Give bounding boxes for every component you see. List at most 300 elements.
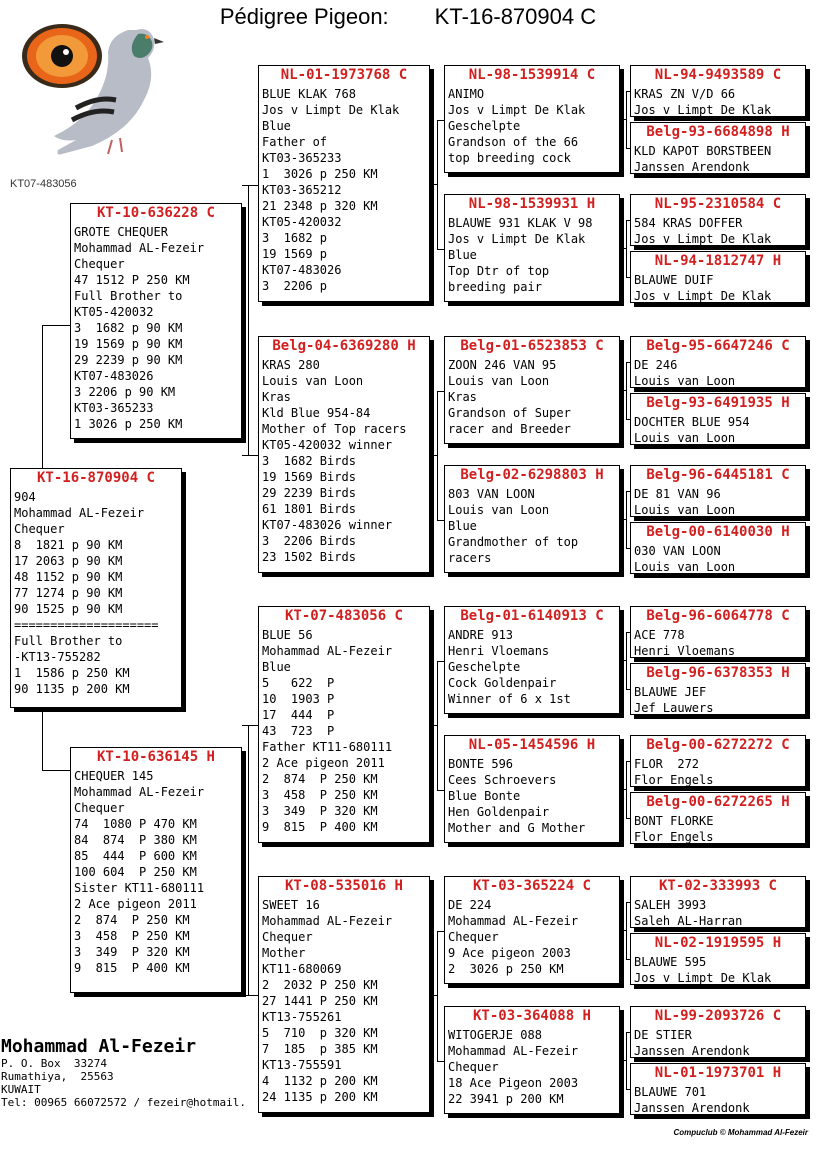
pigeon-details: [631, 272, 805, 303]
detail-line: 3 2206 p: [262, 279, 328, 293]
detail-line: ANIMO: [448, 87, 485, 101]
great-grandparent-box: [444, 735, 620, 843]
detail-line: Jos v Limpt De Klak: [634, 232, 772, 246]
detail-line: 29 2239 p 90 KM: [74, 353, 183, 367]
detail-line: 2 Ace pigeon 2011: [74, 897, 197, 911]
connector-line: [437, 931, 438, 1061]
great-great-grandparent-box: [630, 194, 806, 246]
detail-line: FLOR 272: [634, 757, 700, 771]
detail-line: 584 KRAS DOFFER: [634, 216, 743, 230]
great-great-grandparent-box: [630, 663, 806, 715]
detail-line: 61 1801 Birds: [262, 502, 356, 516]
ring-number: Belg-96-6445181 C: [646, 467, 790, 483]
title-label: Pédigree Pigeon:: [219, 4, 389, 29]
detail-line: Jef Lauwers: [634, 701, 714, 715]
detail-line: 23 1502 Birds: [262, 550, 356, 564]
detail-line: KRAS ZN V/D 66: [634, 87, 736, 101]
detail-line: DOCHTER BLUE 954: [634, 415, 750, 429]
detail-line: 1 3026 p 250 KM: [74, 417, 183, 431]
ring-number: Belg-01-6140913 C: [460, 608, 604, 624]
detail-line: 3 1682 p 90 KM: [74, 321, 183, 335]
detail-line: Louis van Loon: [448, 503, 550, 517]
connector-line: [626, 91, 627, 148]
pigeon-details: [445, 627, 619, 707]
detail-line: 77 1274 p 90 KM: [14, 586, 123, 600]
detail-line: 90 1525 p 90 KM: [14, 602, 123, 616]
detail-line: 19 1569 p 90 KM: [74, 337, 183, 351]
pigeon-details: [631, 954, 805, 985]
detail-line: KT07-483026 winner: [262, 518, 393, 532]
connector-line: [242, 995, 258, 996]
connector-line: [437, 1061, 444, 1062]
pigeon-details: [445, 86, 619, 166]
detail-line: 48 1152 p 90 KM: [14, 570, 123, 584]
detail-line: KT07-483026: [262, 263, 342, 277]
ring-number: Belg-00-6272265 H: [646, 794, 790, 810]
ring-number: Belg-00-6272272 C: [646, 737, 790, 753]
great-grandparent-box: [444, 876, 620, 984]
detail-line: Chequer: [448, 1060, 499, 1074]
grandparent-box: [258, 336, 430, 573]
grandparent-box: [258, 65, 430, 302]
pigeon-details: [631, 813, 805, 844]
detail-line: KRAS 280: [262, 358, 320, 372]
detail-line: 2 874 P 250 KM: [74, 913, 190, 927]
detail-line: Hen Goldenpair: [448, 805, 550, 819]
great-grandparent-box: [444, 1006, 620, 1114]
ring-number: Belg-93-6491935 H: [646, 395, 790, 411]
detail-line: 47 1512 P 250 KM: [74, 273, 190, 287]
detail-line: Louis van Loon: [448, 374, 550, 388]
pigeon-details: [631, 627, 805, 658]
detail-line: 3 1682 p: [262, 231, 328, 245]
detail-line: Mohammad AL-Fezeir: [14, 506, 145, 520]
great-great-grandparent-box: [630, 876, 806, 928]
detail-line: 74 1080 P 470 KM: [74, 817, 197, 831]
detail-line: ACE 778: [634, 628, 685, 642]
detail-line: Flor Engels: [634, 830, 714, 844]
detail-line: Mother and G Mother: [448, 821, 586, 835]
connector-line: [437, 391, 444, 392]
grandparent-box: [258, 876, 430, 1113]
ring-number: KT-08-535016 H: [284, 878, 403, 894]
owner-address: P. O. Box 33274 Rumathiya, 25563 KUWAIT Tel: 00965 66072572 / fezeir@hotmail.: [1, 1057, 247, 1109]
connector-line: [437, 120, 444, 121]
connector-line: [626, 902, 627, 959]
ring-number: Belg-04-6369280 H: [272, 338, 416, 354]
pigeon-details: [631, 684, 805, 715]
detail-line: 85 444 P 600 KM: [74, 849, 197, 863]
detail-line: 90 1135 p 200 KM: [14, 682, 130, 696]
connector-line: [620, 519, 626, 520]
detail-line: BLUE KLAK 768: [262, 87, 356, 101]
pigeon-details: [631, 143, 805, 174]
great-great-grandparent-box: [630, 1063, 806, 1115]
great-great-grandparent-box: [630, 251, 806, 303]
great-great-grandparent-box: [630, 522, 806, 574]
detail-line: DE 81 VAN 96: [634, 487, 721, 501]
connector-line: [242, 185, 258, 186]
detail-line: 3 2206 p 90 KM: [74, 385, 176, 399]
connector-line: [620, 390, 626, 391]
detail-line: Jos v Limpt De Klak: [448, 103, 586, 117]
pigeon-details: [445, 215, 619, 295]
detail-line: DE STIER: [634, 1028, 692, 1042]
detail-line: Henri Vloemans: [448, 644, 550, 658]
connector-line: [437, 661, 438, 790]
footer-credit: Compuclub © Mohammad Al-Fezeir: [673, 1128, 808, 1137]
pigeon-details: [11, 489, 181, 697]
detail-line: KT07-483026: [74, 369, 154, 383]
detail-line: Kld Blue 954-84: [262, 406, 371, 420]
detail-line: Geschelpte: [448, 119, 521, 133]
detail-line: 8 1821 p 90 KM: [14, 538, 123, 552]
detail-line: Cock Goldenpair: [448, 676, 557, 690]
owner-block: [1, 1036, 246, 1109]
connector-line: [42, 708, 43, 770]
detail-line: 29 2239 Birds: [262, 486, 356, 500]
detail-line: KLD KAPOT BORSTBEEN: [634, 144, 772, 158]
detail-line: Grandmother of top: [448, 535, 579, 549]
detail-line: racers: [448, 551, 492, 565]
connector-line: [42, 770, 70, 771]
detail-line: Jos v Limpt De Klak: [448, 232, 586, 246]
detail-line: 3 458 P 250 KM: [74, 929, 190, 943]
ring-number: KT-07-483056 C: [284, 608, 403, 624]
eye-image: [22, 24, 102, 88]
detail-line: breeding pair: [448, 280, 542, 294]
detail-line: Chequer: [74, 801, 125, 815]
connector-line: [430, 995, 437, 996]
title-ring: KT-16-870904 C: [434, 4, 597, 29]
detail-line: 27 1441 P 250 KM: [262, 994, 378, 1008]
pigeon-details: [631, 897, 805, 928]
connector-line: [626, 761, 627, 818]
detail-line: Mohammad AL-Fezeir: [262, 914, 393, 928]
detail-line: 2 2032 P 250 KM: [262, 978, 378, 992]
detail-line: ANDRE 913: [448, 628, 514, 642]
ring-number: Belg-96-6378353 H: [646, 665, 790, 681]
detail-line: WITOGERJE 088: [448, 1028, 542, 1042]
photo-caption: KT07-483056: [10, 178, 77, 190]
pigeon-photo: [16, 12, 176, 172]
connector-line: [248, 725, 249, 995]
ring-number: Belg-02-6298803 H: [460, 467, 604, 483]
connector-line: [437, 520, 444, 521]
great-great-grandparent-box: [630, 465, 806, 517]
great-great-grandparent-box: [630, 735, 806, 787]
detail-line: KT11-680069: [262, 962, 342, 976]
pigeon-details: [259, 86, 429, 294]
detail-line: Flor Engels: [634, 773, 714, 787]
detail-line: Full Brother to: [74, 289, 183, 303]
detail-line: Louis van Loon: [634, 503, 736, 517]
connector-line: [430, 184, 437, 185]
pigeon-details: [445, 756, 619, 836]
great-great-grandparent-box: [630, 122, 806, 174]
sire-box: [70, 203, 242, 439]
connector-line: [437, 120, 438, 249]
ring-number: NL-95-2310584 C: [654, 196, 782, 212]
great-great-grandparent-box: [630, 65, 806, 117]
detail-line: KT03-365212: [262, 183, 342, 197]
detail-line: 17 2063 p 90 KM: [14, 554, 123, 568]
pigeon-details: [259, 897, 429, 1105]
detail-line: GROTE CHEQUER: [74, 225, 168, 239]
pigeon-details: [445, 486, 619, 566]
detail-line: Louis van Loon: [634, 374, 736, 388]
ring-number: NL-01-1973768 C: [280, 67, 408, 83]
ring-number: KT-03-364088 H: [472, 1008, 591, 1024]
great-grandparent-box: [444, 336, 620, 444]
detail-line: racer and Breeder: [448, 422, 571, 436]
detail-line: SALEH 3993: [634, 898, 707, 912]
ring-number: KT-02-333993 C: [658, 878, 777, 894]
detail-line: Mother of Top racers: [262, 422, 407, 436]
detail-line: Winner of 6 x 1st: [448, 692, 571, 706]
detail-line: Chequer: [448, 930, 499, 944]
detail-line: 3 2206 Birds: [262, 534, 356, 548]
pigeon-details: [631, 756, 805, 787]
connector-line: [620, 248, 626, 249]
detail-line: Chequer: [74, 257, 125, 271]
ring-number: NL-98-1539931 H: [468, 196, 596, 212]
pigeon-details: [445, 1027, 619, 1107]
detail-line: 3 349 P 320 KM: [74, 945, 190, 959]
connector-line: [626, 632, 627, 689]
detail-line: KT05-420032: [74, 305, 154, 319]
ring-number: Belg-93-6684898 H: [646, 124, 790, 140]
detail-line: 7 185 p 385 KM: [262, 1042, 378, 1056]
connector-line: [437, 661, 444, 662]
connector-line: [437, 391, 438, 520]
detail-line: Janssen Arendonk: [634, 1044, 750, 1058]
connector-line: [626, 362, 627, 419]
detail-line: Chequer: [14, 522, 65, 536]
detail-line: SWEET 16: [262, 898, 320, 912]
ring-number: NL-94-1812747 H: [654, 253, 782, 269]
detail-line: 5 622 P: [262, 676, 335, 690]
detail-line: 21 2348 p 320 KM: [262, 199, 378, 213]
detail-line: Louis van Loon: [262, 374, 364, 388]
pigeon-details: [631, 414, 805, 445]
detail-line: 10 1903 P: [262, 692, 335, 706]
pigeon-details: [631, 1027, 805, 1058]
pigeon-details: [631, 86, 805, 117]
connector-line: [248, 185, 249, 455]
subject-pigeon-box: [10, 468, 182, 708]
detail-line: Mohammad AL-Fezeir: [262, 644, 393, 658]
detail-line: 9 815 P 400 KM: [262, 820, 378, 834]
pigeon-details: [631, 486, 805, 517]
connector-line: [620, 119, 626, 120]
detail-line: KT03-365233: [74, 401, 154, 415]
detail-line: BLAUWE JEF: [634, 685, 707, 699]
detail-line: 17 444 P: [262, 708, 335, 722]
detail-line: Blue: [448, 248, 477, 262]
connector-line: [437, 249, 444, 250]
pigeon-details: [71, 224, 241, 432]
detail-line: Louis van Loon: [634, 560, 736, 574]
pigeon-details: [631, 1084, 805, 1115]
ring-number: NL-05-1454596 H: [468, 737, 596, 753]
detail-line: Jos v Limpt De Klak: [262, 103, 400, 117]
ring-number: KT-16-870904 C: [36, 470, 155, 486]
detail-line: 3 458 P 250 KM: [262, 788, 378, 802]
connector-line: [620, 789, 626, 790]
detail-line: 100 604 P 250 KM: [74, 865, 197, 879]
detail-line: Cees Schroevers: [448, 773, 557, 787]
connector-line: [42, 325, 43, 468]
connector-line: [430, 725, 437, 726]
ring-number: KT-10-636145 H: [96, 749, 215, 765]
detail-line: 803 VAN LOON: [448, 487, 535, 501]
detail-line: KT05-420032 winner: [262, 438, 393, 452]
pigeon-details: [631, 543, 805, 574]
detail-line: 22 3941 p 200 KM: [448, 1092, 564, 1106]
detail-line: 18 Ace Pigeon 2003: [448, 1076, 579, 1090]
detail-line: Blue: [448, 519, 477, 533]
pigeon-details: [631, 215, 805, 246]
detail-line: 5 710 p 320 KM: [262, 1026, 378, 1040]
connector-line: [42, 325, 70, 326]
detail-line: Louis van Loon: [634, 431, 736, 445]
pigeon-details: [259, 357, 429, 565]
detail-line: Mohammad AL-Fezeir: [74, 785, 205, 799]
detail-line: Blue: [262, 119, 291, 133]
detail-line: Full Brother to: [14, 634, 123, 648]
connector-line: [620, 930, 626, 931]
pigeon-details: [259, 627, 429, 835]
connector-line: [242, 725, 258, 726]
great-grandparent-box: [444, 65, 620, 173]
pigeon-details: [445, 357, 619, 437]
ring-number: NL-98-1539914 C: [468, 67, 596, 83]
great-grandparent-box: [444, 606, 620, 714]
detail-line: 43 723 P: [262, 724, 335, 738]
detail-line: Jos v Limpt De Klak: [634, 289, 772, 303]
detail-line: Janssen Arendonk: [634, 160, 750, 174]
ring-number: NL-99-2093726 C: [654, 1008, 782, 1024]
detail-line: KT05-420032: [262, 215, 342, 229]
detail-line: BLAUWE 931 KLAK V 98: [448, 216, 593, 230]
grandparent-box: [258, 606, 430, 843]
detail-line: DE 246: [634, 358, 678, 372]
detail-line: 3 349 P 320 KM: [262, 804, 378, 818]
detail-line: 2 3026 p 250 KM: [448, 962, 564, 976]
ring-number: Belg-96-6064778 C: [646, 608, 790, 624]
detail-line: 1 1586 p 250 KM: [14, 666, 130, 680]
detail-line: DE 224: [448, 898, 492, 912]
pigeon-details: [445, 897, 619, 977]
great-great-grandparent-box: [630, 933, 806, 985]
detail-line: KT03-365233: [262, 151, 342, 165]
detail-line: KT13-755591: [262, 1058, 342, 1072]
ring-number: Belg-00-6140030 H: [646, 524, 790, 540]
ring-number: NL-01-1973701 H: [654, 1065, 782, 1081]
detail-line: Mohammad AL-Fezeir: [74, 241, 205, 255]
connector-line: [620, 1060, 626, 1061]
detail-line: CHEQUER 145: [74, 769, 154, 783]
detail-line: -KT13-755282: [14, 650, 101, 664]
detail-line: KT13-755261: [262, 1010, 342, 1024]
great-grandparent-box: [444, 194, 620, 302]
connector-line: [242, 455, 258, 456]
detail-line: 9 815 P 400 KM: [74, 961, 190, 975]
detail-line: top breeding cock: [448, 151, 571, 165]
detail-line: Chequer: [262, 930, 313, 944]
detail-line: BONT FLORKE: [634, 814, 714, 828]
detail-line: BLUE 56: [262, 628, 313, 642]
detail-line: ZOON 246 VAN 95: [448, 358, 557, 372]
detail-line: 4 1132 p 200 KM: [262, 1074, 378, 1088]
ring-number: KT-10-636228 C: [96, 205, 215, 221]
connector-line: [620, 660, 626, 661]
detail-line: Mohammad AL-Fezeir: [448, 1044, 579, 1058]
detail-line: BLAUWE 595: [634, 955, 707, 969]
detail-line: 19 1569 p: [262, 247, 328, 261]
detail-line: 24 1135 p 200 KM: [262, 1090, 378, 1104]
detail-line: BLAUWE DUIF: [634, 273, 714, 287]
great-great-grandparent-box: [630, 792, 806, 844]
ring-number: Belg-01-6523853 C: [460, 338, 604, 354]
detail-line: Father of: [262, 135, 328, 149]
great-great-grandparent-box: [630, 336, 806, 388]
ring-number: KT-03-365224 C: [472, 878, 591, 894]
ring-number: NL-02-1919595 H: [654, 935, 782, 951]
detail-line: 2 874 P 250 KM: [262, 772, 378, 786]
pigeon-details: [71, 768, 241, 976]
detail-line: Sister KT11-680111: [74, 881, 205, 895]
detail-line: Blue Bonte: [448, 789, 521, 803]
connector-line: [430, 455, 437, 456]
detail-line: Janssen Arendonk: [634, 1101, 750, 1115]
ring-number: Belg-95-6647246 C: [646, 338, 790, 354]
detail-line: Kras: [262, 390, 291, 404]
detail-line: 2 Ace pigeon 2011: [262, 756, 385, 770]
detail-line: BONTE 596: [448, 757, 514, 771]
great-great-grandparent-box: [630, 393, 806, 445]
detail-line: Mother: [262, 946, 306, 960]
detail-line: 3 1682 Birds: [262, 454, 356, 468]
detail-line: Blue: [262, 660, 291, 674]
detail-line: Saleh AL-Harran: [634, 914, 743, 928]
detail-line: Top Dtr of top: [448, 264, 550, 278]
great-great-grandparent-box: [630, 606, 806, 658]
detail-line: Jos v Limpt De Klak: [634, 103, 772, 117]
connector-line: [437, 931, 444, 932]
detail-line: Geschelpte: [448, 660, 521, 674]
connector-line: [626, 1032, 627, 1089]
connector-line: [626, 220, 627, 277]
detail-line: BLAUWE 701: [634, 1085, 707, 1099]
detail-line: 84 874 P 380 KM: [74, 833, 197, 847]
detail-line: 19 1569 Birds: [262, 470, 356, 484]
detail-line: 9 Ace pigeon 2003: [448, 946, 571, 960]
detail-line: Jos v Limpt De Klak: [634, 971, 772, 985]
detail-line: Grandson of the 66: [448, 135, 579, 149]
detail-line: Grandson of Super: [448, 406, 571, 420]
detail-line: Henri Vloemans: [634, 644, 736, 658]
connector-line: [437, 790, 444, 791]
detail-line: Kras: [448, 390, 477, 404]
detail-line: 1 3026 p 250 KM: [262, 167, 378, 181]
great-great-grandparent-box: [630, 1006, 806, 1058]
ring-number: NL-94-9493589 C: [654, 67, 782, 83]
detail-line: 904: [14, 490, 36, 504]
detail-line: Mohammad AL-Fezeir: [448, 914, 579, 928]
connector-line: [626, 491, 627, 548]
